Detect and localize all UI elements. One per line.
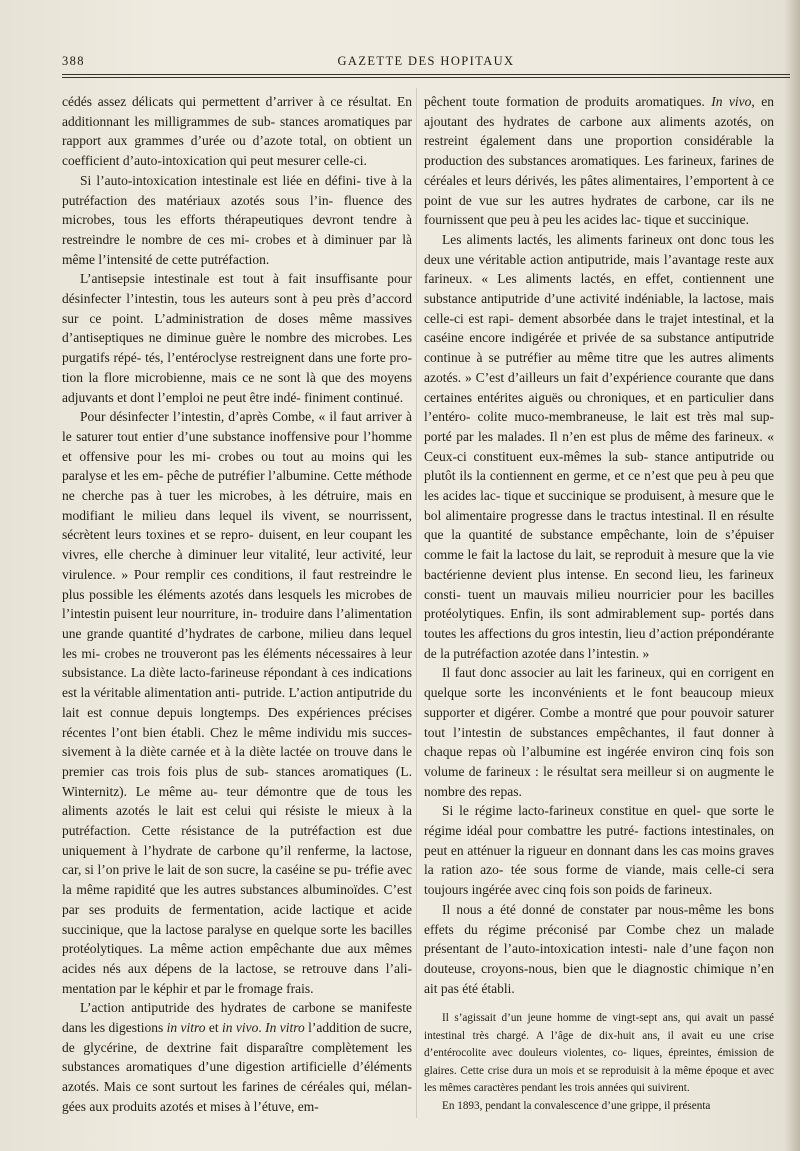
journal-title: GAZETTE DES HOPITAUX	[337, 54, 515, 68]
column-divider	[416, 88, 417, 1118]
page-number: 388	[62, 54, 85, 68]
page-edge-shadow	[784, 0, 800, 1151]
left-column	[62, 92, 412, 1117]
italic-term: in vivo	[222, 1020, 259, 1036]
case-report-paragraph: Il s’agissait d’un jeune homme de vingt-sept ans, qui avait un passé intestinal très chargé. A l’âge de dix-huit ans, il avait eu une crise d’entérocolite avec douleurs violentes, co- liques, épreintes, émission de glaires. Cette crise dura un mois et se reproduisit à la même époque et avec les mêmes caractères pendant les trois années qui suivirent.	[424, 1012, 774, 1095]
paragraph: cédés assez délicats qui permettent d’arriver à ce résultat. En additionnant les milligrammes de sub- stances aromatiques par rapport aux grammes d’urée ou d’azote total, on obtient un coefficient d’auto-intoxication qui peut mesurer celle-ci.	[62, 94, 412, 169]
italic-term: in vitro	[166, 1020, 206, 1036]
paragraph-text: L’action antiputride des hydrates de carbone se manifeste dans les digestions	[62, 1000, 412, 1036]
italic-term: In vivo	[711, 94, 752, 109]
paragraph-text: et	[205, 1020, 223, 1036]
paragraph-antiputride-action	[62, 998, 412, 1116]
paragraph: Pour désinfecter l’intestin, d’après Combe, « il faut arriver à le saturer tout entier d’une substance inoffensive pour l’homme et offensive pour les mi- crobes ou tout au moins qui les paralyse et les em- pêche de putréfier l’albumine. Cette méthode ne cherche pas à tuer les microbes, à les détruire, mais en modifiant le milieu dans lequel ils vivent, se nourrissent, sécrètent leurs toxines et se repro- duisent, en leur coupant les vivres, elle cherche à diminuer leur vitalité, leur activité, leur virulence. » Pour remplir ces conditions, il faut restreindre le plus possible les éléments azotés dans lesquels les microbes de l’intestin puisent leur nourriture, in- troduire dans l’alimentation une grande quantité d’hydrates de carbone, milieu dans lequel les mi- crobes ne trouveront pas les éléments nécessaires à leur subsistance. La diète lacto-farineuse répondant à ces indications est la véritable alimentation anti- putride. L’action antiputride du lait est connue depuis longtemps. Des expériences précises récentes l’ont bien établi. Chez le même individu mis succes- sivement à la diète carnée et à la diète lactée on trouve dans le premier cas trois fois plus de sub- stances aromatiques (L. Winternitz). Le même au- teur démontre que de tous les aliments azotés le lait est celui qui résiste le mieux à la putréfaction. Cette résistance de la putréfaction est due uniquement à l’hydrate de carbone qu’il renferme, la lactose, car, si l’on prive le lait de son sucre, la caséine se pu- tréfie avec la même rapidité que les autres substances albuminoïdes. C’est par ses produits de fermentation, acide lactique et acide succinique, que la lactose paralyse en quelque sorte les bacilles protéolytiques. La même action empêchante due aux mêmes acides nés aux dépens de la lactose, se retrouve dans l’ali- mentation par le képhir et par le fromage frais.	[62, 409, 412, 996]
paragraph: L’antisepsie intestinale est tout à fait insuffisante pour désinfecter l’intestin, tous les auteurs sont à peu près d’accord sur ce point. L’administration de doses même massives d’antiseptiques ne diminue guère le nombre des microbes. Les purgatifs répé- tés, l’entéroclyse restreignent dans une forte pro- tion la flore microbienne, mais ce ne sont là que des moyens adjuvants et dont l’emploi ne peut être indé- finiment continué.	[62, 271, 412, 405]
paragraph: Si le régime lacto-farineux constitue en quel- que sorte le régime idéal pour combattre les putré- factions intestinales, on peut en atténuer la rigueur en donnant dans les cas moins graves la ration azo- tée sous forme de viande, mais celle-ci sera toujours ingérée avec cinq fois son poids de farineux.	[424, 803, 774, 898]
italic-term: In vitro	[265, 1020, 305, 1036]
case-report-paragraph: En 1893, pendant la convalescence d’une grippe, il présenta	[442, 1099, 711, 1112]
paragraph: Les aliments lactés, les aliments farineux ont donc tous les deux une véritable action antiputride, mais l’avantage reste aux farineux. « Les aliments lactés, en effet, contiennent une substance antiputride d’une activité indéniable, la lactose, mais celle-ci est rapi- dement absorbée dans le trajet intestinal, et la caséine encore indigérée et privée de sa substance antiputride continue à se putréfier au même titre que les autres aliments azotés. » C’est d’ailleurs un fait d’expérience courante que dans certaines entérites aiguës ou chroniques, et en particulier dans l’entéro- colite muco-membraneuse, le lait est très mal sup- porté par les malades. Il n’en est plus de même des farineux. « Ceux-ci constituent eux-mêmes la sub- stance antiputride ou plutôt ils la contiennent en germe, et ce n’est que peu à peu que les acides lac- tique et succinique se produisent, à mesure que le bol alimentaire progresse dans le tractus intestinal. Il en résulte que la quantité de substance empêchante, loin de s’épuiser comme le fait la lactose du lait, se reproduit à mesure que la vie bactérienne devient plus intense. En second lieu, les farineux consti- tuent un mauvais milieu nourricier pour les bacilles protéolytiques. Enfin, ils sont admirablement sup- portés dans toutes les affections du gros intestin, lieu d’action prépondérante de la putréfaction azotée dans l’intestin. »	[424, 231, 774, 661]
case-report	[424, 1010, 774, 1115]
paragraph-text: l’addition de sucre, de glycérine, de dextrine fait disparaître complètement les substances aromatiques d’une digestion artificielle d’éléments azotés. Mais ce sont surtout les farines de céréales qui, mélan- gées aux produits azotés et mises à l’étuve, em-	[62, 1020, 413, 1114]
header-rule-top	[62, 74, 790, 75]
right-column	[424, 92, 774, 1115]
paragraph-text: , en ajoutant des hydrates de carbone aux aliments azotés, on restreint également dans une proportion considérable la production des substances aromatiques. Les farineux, farines de céréales et leurs dérivés, les pâtes alimentaires, l’emportent à ce point de vue sur les autres hydrates de carbone, car ils ne fournissent que peu à peu les acides lac- tique et succinique.	[424, 94, 774, 228]
paragraph-text: .	[258, 1020, 266, 1036]
header-rule-bottom	[62, 77, 790, 78]
paragraph-text: pêchent toute formation de produits aromatiques.	[424, 94, 712, 109]
paragraph-continuation	[424, 92, 774, 230]
paragraph: Il nous a été donné de constater par nous-même les bons effets du régime préconisé par Combe chez un malade présentant de l’auto-intoxication intesti- nale d’une façon non douteuse, croyons-nous, bien que le diagnostic chimique n’en ait pas été établi.	[424, 901, 774, 996]
page-header	[62, 52, 790, 70]
paragraph: Il faut donc associer au lait les farineux, qui en corrigent en quelque sorte les inconvénients et le font beaucoup mieux supporter et digérer. Combe a montré que pour pouvoir saturer tout l’intestin de substances empêchantes, il faut donner à chaque repas où l’albumine est ingérée environ cinq fois son volume de farineux : le résultat sera meilleur si on augmente le nombre des repas.	[424, 665, 774, 799]
paragraph: Si l’auto-intoxication intestinale est liée en défini- tive à la putréfaction des matériaux azotés sous l’in- fluence des microbes, tous les efforts thérapeutiques devront tendre à restreindre le nombre de ces mi- crobes et à diminuer par là même l’intensité de cette putréfaction.	[62, 172, 412, 267]
